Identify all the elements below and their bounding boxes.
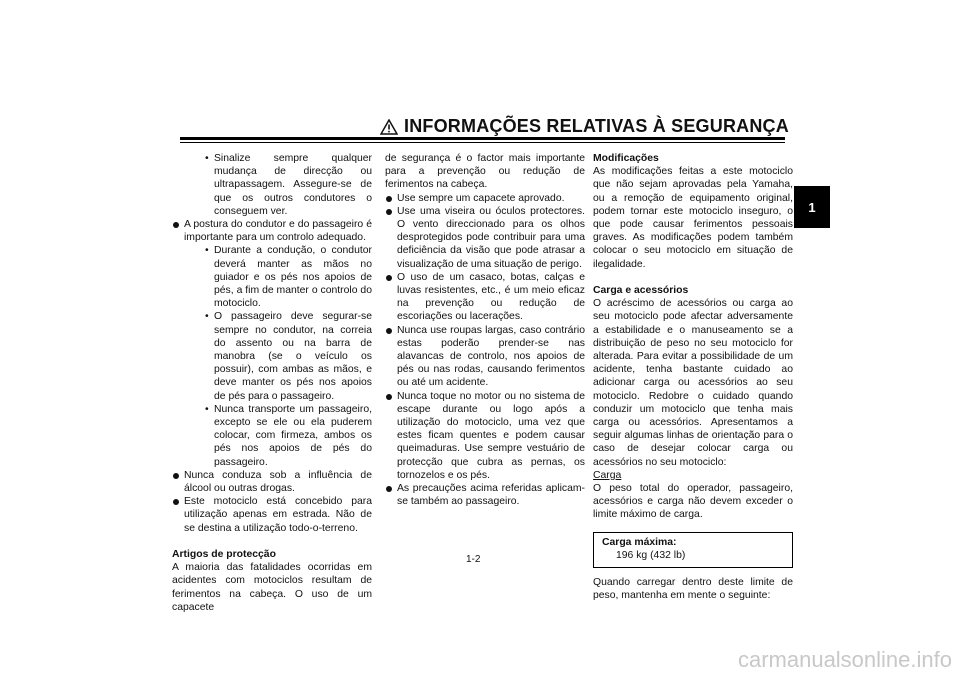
bullet-passenger: As precauções acima referidas aplicam-se também ao passageiro. [385, 482, 585, 508]
column-1 [172, 152, 372, 614]
bullet-road-use: Este motociclo está concebido para utilização apenas em estrada. Não de se destina a utilização todo-o-terreno. [172, 495, 372, 535]
page-title-text: INFORMAÇÕES RELATIVAS À SEGURANÇA [404, 116, 789, 136]
header-rule-thin [180, 142, 785, 143]
bullet-loose-clothes: Nunca use roupas largas, caso contrário estas poderão prender-se nas alavancas de controlo, nos apoios de pés ou nas rodas, causando ferimentos ou até um acidente. [385, 324, 585, 390]
max-load-value: 196 kg (432 lb) [616, 549, 686, 561]
warning-triangle-icon [380, 119, 398, 135]
bullet-alcohol: Nunca conduza sob a influência de álcool ou outras drogas. [172, 469, 372, 495]
sub-bullet-passenger-hold: • O passageiro deve segurar-se sempre no condutor, na correia do assento ou na barra de manobra (se o veículo os possuir), com ambas as mãos, e deve manter os pés nos apoios de pés para o passageiro. [172, 310, 372, 402]
paragraph-modifications: As modificações feitas a este motociclo que não sejam aprovadas pela Yamaha, ou a remoção de equipamento original, podem tornar este motociclo inseguro, o que pode causar ferimentos pessoais graves. As modificações podem também colocar o seu motociclo em situação de ilegalidade. [593, 166, 793, 270]
page-title [380, 116, 789, 137]
paragraph-load: O acréscimo de acessórios ou carga ao seu motociclo pode afectar adversamente a estabilidade e o manuseamento se a distribuição de peso no seu motociclo for alterada. Para evitar a possibilidade de um acidente, tenha bastante cuidado ao adicionar carga ou acessórios ao seu motociclo. Redobre o cuidado quando conduzir um motociclo que tenha mais carga ou acessórios. Apresentamos a seguir algumas linhas de orientação para o caso de desejar colocar carga ou acessórios no seu motociclo: [593, 298, 793, 468]
sub-bullet-passenger-feet: • Nunca transporte um passageiro, excepto se ele ou ela puderem colocar, com firmeza, ambos os pés nos apoios de pés do passageiro. [172, 403, 372, 469]
sub-bullet-signal: • Sinalize sempre qualquer mudança de direcção ou ultrapassagem. Assegure-se de que os outros condutores o conseguem ver. [172, 152, 372, 218]
max-load-label: Carga máxima: [602, 536, 677, 548]
column-3 [593, 152, 793, 602]
sub-bullet-rider-hands: • Durante a condução, o condutor deverá manter as mãos no guiador e os pés nos apoios de pés, a fim de manter o controlo do motociclo. [172, 244, 372, 310]
page-number: 1-2 [466, 554, 481, 565]
bullet-helmet: Use sempre um capacete aprovado. [385, 192, 585, 205]
watermark: carmanualsonline.info [737, 647, 952, 672]
paragraph-fatalities: A maioria das fatalidades ocorridas em acidentes com motociclos resultam de ferimentos na cabeça. O uso de um capacete [172, 562, 372, 613]
max-load-box [593, 532, 793, 568]
header-rule-thick [180, 137, 785, 140]
heading-protective-gear: Artigos de protecção [172, 549, 276, 561]
bullet-visor: Use uma viseira ou óculos protectores. O vento direccionado para os olhos desprotegidos pode contribuir para uma deficiência da visão que pode atrasar a visualização de uma situação de perigo. [385, 205, 585, 271]
paragraph-keep-in-mind: Quando carregar dentro deste limite de peso, mantenha em mente o seguinte: [593, 577, 793, 602]
paragraph-total-weight: O peso total do operador, passageiro, acessórios e carga não devem exceder o limite máximo de carga. [593, 483, 793, 521]
bullet-hot-engine: Nunca toque no motor ou no sistema de escape durante ou logo após a utilização do motociclo, uma vez que estes ficam quentes e podem causar queimaduras. Use sempre vestuário de protecção que cubra as pernas, os tornozelos e os pés. [385, 390, 585, 482]
column-2 [385, 152, 585, 508]
bullet-posture: A postura do condutor e do passageiro é importante para um controlo adequado. [172, 218, 372, 244]
subheading-load: Carga [593, 469, 622, 481]
bullet-clothing: O uso de um casaco, botas, calças e luvas resistentes, etc., é um meio eficaz na prevenção ou redução de escoriações ou lacerações. [385, 271, 585, 324]
paragraph-helmet: de segurança é o factor mais importante para a prevenção ou redução de ferimentos na cabeça. [385, 153, 585, 191]
heading-modifications: Modificações [593, 153, 659, 164]
heading-load-accessories: Carga e acessórios [593, 285, 689, 297]
chapter-tab[interactable]: 1 [794, 186, 830, 228]
